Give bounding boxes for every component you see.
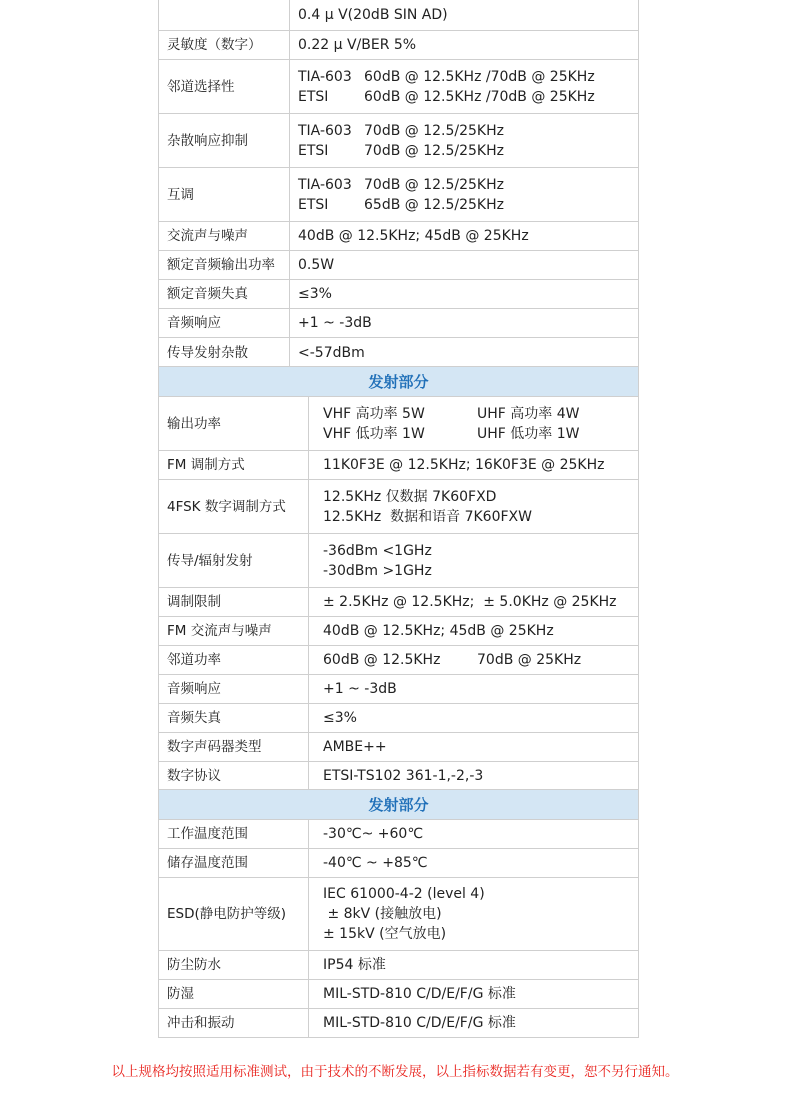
spec-value-line: MIL-STD-810 C/D/E/F/G 标准: [323, 986, 516, 1002]
spec-label: 杂散响应抑制: [159, 114, 290, 168]
section-title: 发射部分: [159, 367, 639, 397]
spec-row: [159, 588, 639, 617]
spec-label: 调制限制: [159, 588, 309, 617]
spec-row: [159, 951, 639, 980]
spec-value: [309, 480, 639, 534]
spec-value-line: -36dBm <1GHz: [323, 542, 432, 559]
spec-row: [159, 617, 639, 646]
spec-value: [309, 951, 639, 980]
spec-label: 工作温度范围: [159, 820, 309, 849]
spec-label: 输出功率: [159, 397, 309, 451]
spec-value: [309, 1009, 639, 1038]
spec-value: [290, 114, 639, 168]
spec-value: [309, 588, 639, 617]
spec-label: 防尘防水: [159, 951, 309, 980]
spec-value: [290, 60, 639, 114]
spec-value: [290, 0, 639, 31]
spec-value: [290, 222, 639, 251]
spec-value: [309, 397, 639, 451]
spec-value-line: MIL-STD-810 C/D/E/F/G 标准: [323, 1015, 516, 1031]
spec-value-cell: 70dB @ 25KHz: [477, 652, 582, 668]
spec-row: [159, 980, 639, 1009]
spec-value: [309, 617, 639, 646]
spec-row: [159, 114, 639, 168]
environment-spec-table: [158, 789, 639, 1038]
spec-value: [290, 168, 639, 222]
spec-row: [159, 733, 639, 762]
spec-row: [159, 451, 639, 480]
standard-value: 70dB @ 12.5/25KHz: [364, 122, 504, 139]
spec-value-line: +1 ~ -3dB: [298, 315, 372, 331]
spec-value-line: IEC 61000-4-2 (level 4): [323, 886, 485, 902]
spec-value: [290, 31, 639, 60]
spec-row: [159, 168, 639, 222]
spec-label: 冲击和振动: [159, 1009, 309, 1038]
spec-value: [309, 675, 639, 704]
spec-value-line: 12.5KHz 仅数据 7K60FXD: [323, 488, 497, 505]
spec-row: [159, 849, 639, 878]
standard-value: 65dB @ 12.5/25KHz: [364, 196, 504, 213]
spec-label: 传导/辐射发射: [159, 534, 309, 588]
spec-row: [159, 534, 639, 588]
spec-value-line: [323, 404, 638, 424]
spec-value-line: ≤3%: [298, 286, 332, 302]
spec-value-cell: VHF 低功率 1W: [323, 425, 425, 442]
spec-value-line: AMBE++: [323, 739, 387, 755]
spec-value-line: -30dBm >1GHz: [323, 562, 432, 579]
spec-value-line: <-57dBm: [298, 344, 365, 361]
spec-value-line: 0.5W: [298, 257, 335, 273]
section-title: 发射部分: [159, 790, 639, 820]
disclaimer-notice: 以上规格均按照适用标准测试，由于技术的不断发展，以上指标数据若有变更，恕不另行通知。: [111, 1064, 679, 1080]
spec-label: 数字声码器类型: [159, 733, 309, 762]
spec-value: [290, 251, 639, 280]
standard-line: [298, 195, 638, 215]
spec-label: 储存温度范围: [159, 849, 309, 878]
spec-row: [159, 31, 639, 60]
spec-row: [159, 1009, 639, 1038]
spec-row: [159, 762, 639, 791]
standard-name: ETSI: [298, 142, 329, 159]
standard-value: 70dB @ 12.5/25KHz: [364, 142, 504, 159]
standard-line: [298, 87, 638, 107]
standard-name: TIA-603: [298, 176, 352, 193]
spec-value: [309, 980, 639, 1009]
spec-value-line: ± 2.5KHz @ 12.5KHz; ± 5.0KHz @ 25KHz: [323, 594, 617, 610]
standard-name: ETSI: [298, 196, 329, 213]
spec-value: [309, 733, 639, 762]
spec-value-line: ≤3%: [323, 710, 357, 726]
spec-value: [309, 534, 639, 588]
section-header-transmitter: [159, 367, 639, 397]
spec-value-line: 40dB @ 12.5KHz; 45dB @ 25KHz: [298, 228, 529, 244]
spec-row: [159, 280, 639, 309]
spec-label: 灵敏度（数字）: [159, 31, 290, 60]
standard-value: 60dB @ 12.5KHz /70dB @ 25KHz: [364, 68, 595, 85]
spec-label: 数字协议: [159, 762, 309, 791]
standard-name: ETSI: [298, 88, 329, 105]
spec-value: [290, 338, 639, 368]
spec-row: [159, 60, 639, 114]
spec-value-line: IP54 标准: [323, 957, 386, 973]
spec-value: [309, 849, 639, 878]
spec-label: 音频失真: [159, 704, 309, 733]
transmitter-spec-table: [158, 366, 639, 791]
spec-row: [159, 878, 639, 951]
spec-value: [309, 646, 639, 675]
spec-value-line: 0.22 μ V/BER 5%: [298, 37, 417, 53]
spec-label: 邻道选择性: [159, 60, 290, 114]
spec-value-line: 11K0F3E @ 12.5KHz; 16K0F3E @ 25KHz: [323, 457, 605, 473]
spec-value-cell: VHF 高功率 5W: [323, 405, 425, 422]
standard-line: [298, 67, 638, 87]
spec-value-line: -40℃ ~ +85℃: [323, 855, 428, 871]
spec-row: [159, 222, 639, 251]
spec-value-line: 12.5KHz 数据和语音 7K60FXW: [323, 508, 532, 525]
spec-row: [159, 480, 639, 534]
spec-value: [309, 878, 639, 951]
spec-value-cell: UHF 高功率 4W: [477, 405, 580, 422]
spec-label: 音频响应: [159, 675, 309, 704]
spec-row: [159, 646, 639, 675]
spec-row: [159, 251, 639, 280]
spec-label: 邻道功率: [159, 646, 309, 675]
spec-value: [290, 280, 639, 309]
spec-label: 音频响应: [159, 309, 290, 338]
spec-value-cell: 60dB @ 12.5KHz: [323, 652, 441, 668]
spec-label: ESD(静电防护等级): [159, 878, 309, 951]
spec-label: FM 交流声与噪声: [159, 617, 309, 646]
standard-line: [298, 141, 638, 161]
standard-line: [298, 121, 638, 141]
spec-value-line: ETSI-TS102 361-1,-2,-3: [323, 768, 484, 784]
spec-value-line: [323, 650, 638, 670]
spec-row: [159, 309, 639, 338]
spec-label: 交流声与噪声: [159, 222, 290, 251]
spec-value-cell: UHF 低功率 1W: [477, 425, 580, 442]
receiver-spec-table: [158, 0, 639, 368]
spec-label: [159, 0, 290, 31]
spec-row: [159, 338, 639, 368]
spec-value: [290, 309, 639, 338]
spec-value: [309, 704, 639, 733]
spec-label: 防湿: [159, 980, 309, 1009]
spec-row: [159, 704, 639, 733]
spec-value-line: ± 15kV (空气放电): [323, 926, 447, 942]
section-header-environment: [159, 790, 639, 820]
standard-name: TIA-603: [298, 68, 352, 85]
spec-value-line: +1 ~ -3dB: [323, 681, 397, 697]
spec-label: 互调: [159, 168, 290, 222]
spec-row: [159, 675, 639, 704]
spec-value: [309, 820, 639, 849]
spec-value-line: -30℃~ +60℃: [323, 826, 424, 842]
spec-row: [159, 820, 639, 849]
standard-line: [298, 175, 638, 195]
spec-value-line: 40dB @ 12.5KHz; 45dB @ 25KHz: [323, 623, 554, 639]
spec-label: 额定音频输出功率: [159, 251, 290, 280]
spec-value: [309, 762, 639, 791]
standard-value: 60dB @ 12.5KHz /70dB @ 25KHz: [364, 88, 595, 105]
spec-value: [309, 451, 639, 480]
spec-row: [159, 0, 639, 31]
standard-name: TIA-603: [298, 122, 352, 139]
standard-value: 70dB @ 12.5/25KHz: [364, 176, 504, 193]
spec-value-line: 0.4 μ V(20dB SIN AD): [298, 6, 448, 23]
spec-label: 额定音频失真: [159, 280, 290, 309]
spec-row: [159, 397, 639, 451]
spec-label: 4FSK 数字调制方式: [159, 480, 309, 534]
spec-label: 传导发射杂散: [159, 338, 290, 368]
spec-value-line: [323, 424, 638, 444]
spec-label: FM 调制方式: [159, 451, 309, 480]
spec-value-line: ± 8kV (接触放电): [323, 906, 442, 922]
